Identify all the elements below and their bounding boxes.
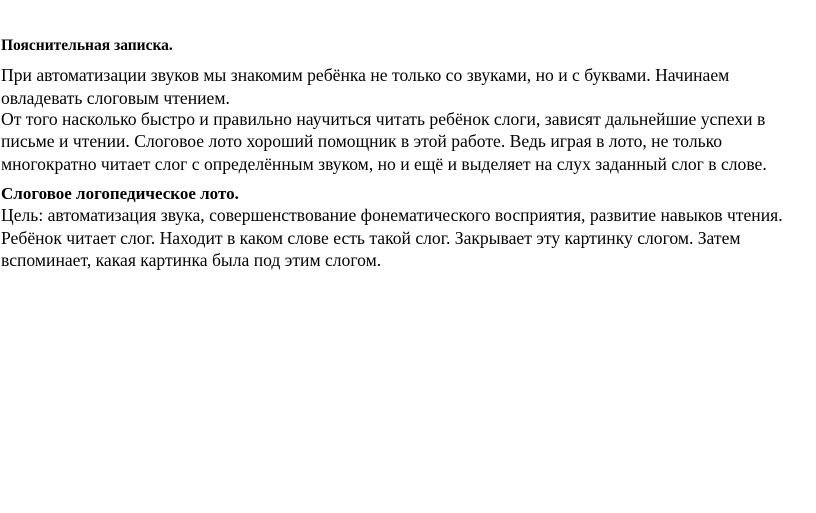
- document-title: Пояснительная записка.: [1, 37, 173, 54]
- paragraph-3-line-2: Ребёнок читает слог. Находит в каком слове есть такой слог. Закрывает эту картинку слогом. Затем: [1, 228, 741, 248]
- section-heading: Слоговое логопедическое лото.: [1, 184, 239, 203]
- paragraph-1-line-1: При автоматизации звуков мы знакомим ребёнка не только со звуками, но и с буквами. Начинаем: [1, 65, 730, 85]
- paragraph-3-line-3: вспоминает, какая картинка была под этим слогом.: [1, 250, 382, 270]
- paragraph-2-line-2: письме и чтении. Слоговое лото хороший помощник в этой работе. Ведь играя в лото, не только: [1, 131, 723, 151]
- paragraph-2-line-3: многократно читает слог с определённым звуком, но и ещё и выделяет на слух заданный слог в слове.: [1, 154, 767, 174]
- paragraph-3-line-1: Цель: автоматизация звука, совершенствование фонематического восприятия, развитие навыков чтения.: [1, 205, 783, 225]
- paragraph-2-line-1: От того насколько быстро и правильно научиться читать ребёнок слоги, зависят дальнейшие успехи в: [1, 109, 766, 129]
- paragraph-1-line-2: овладевать слоговым чтением.: [1, 88, 230, 108]
